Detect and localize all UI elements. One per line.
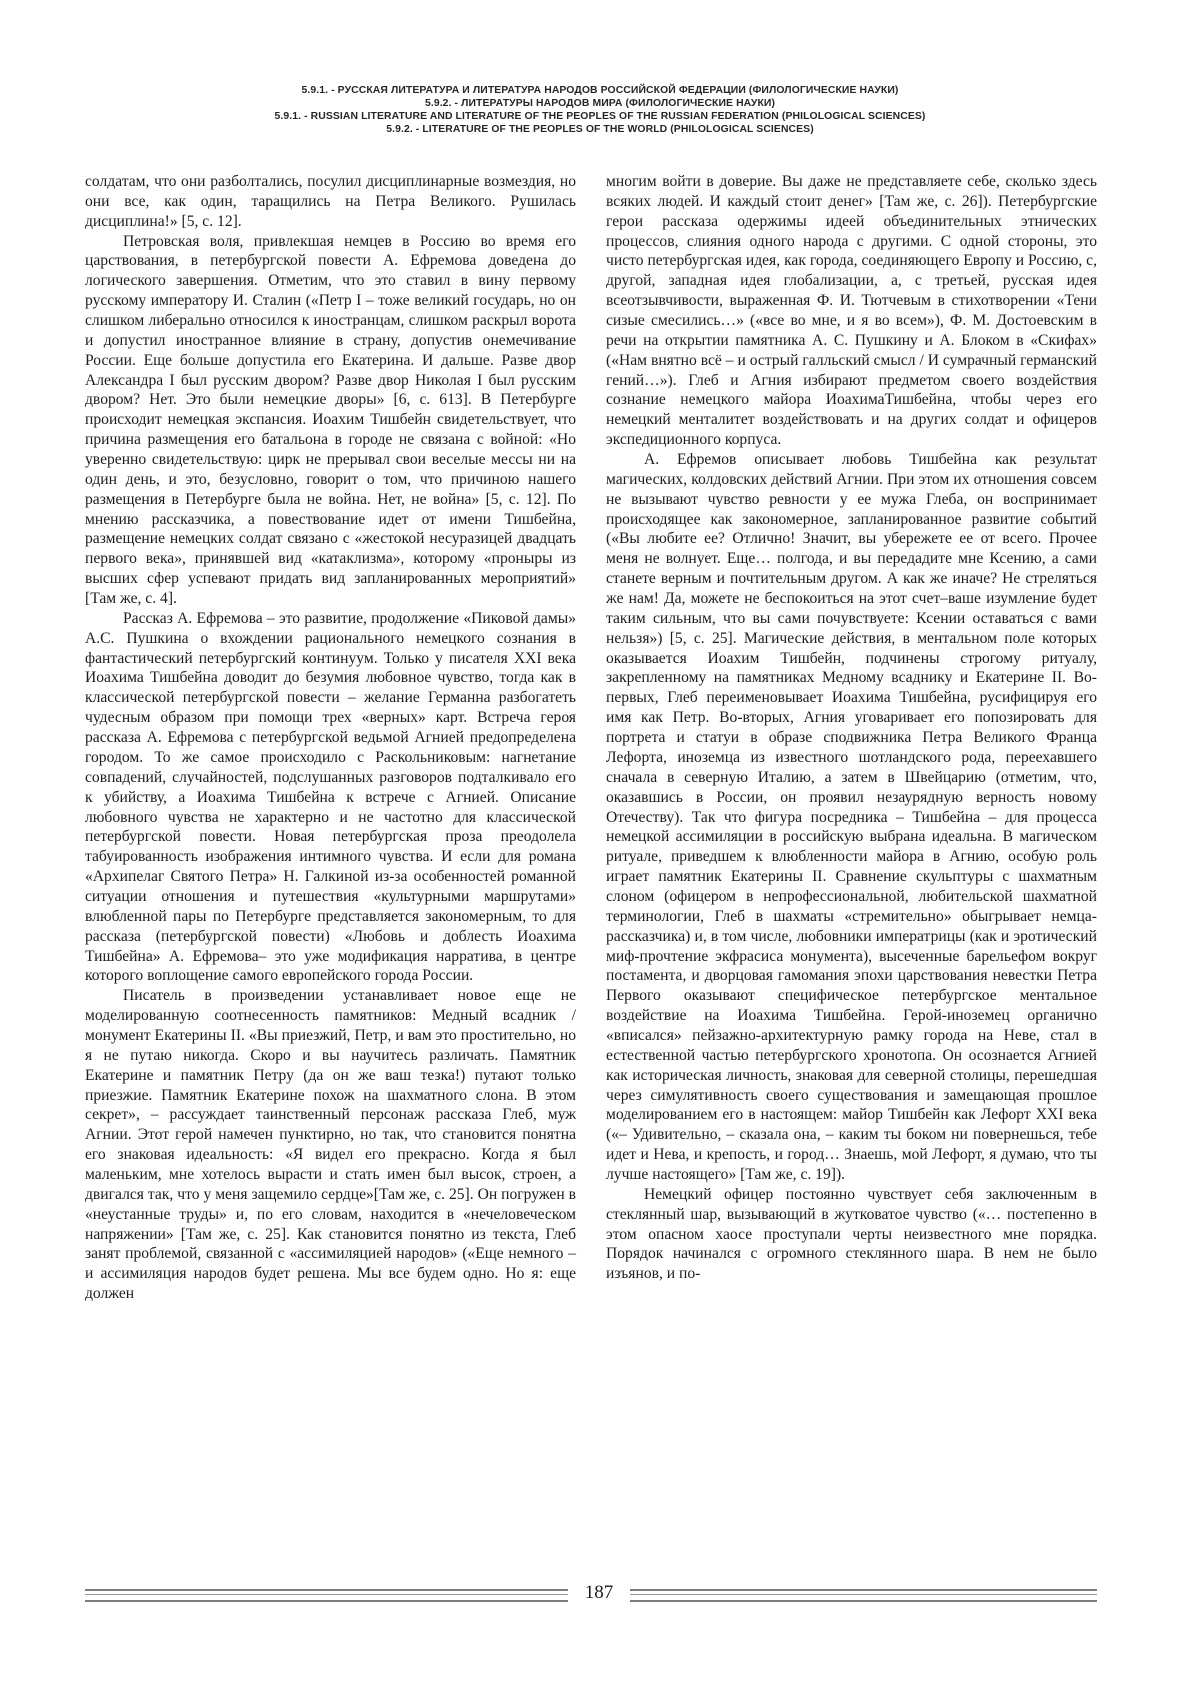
- header-line: 5.9.1. - RUSSIAN LITERATURE AND LITERATURE OF THE PEOPLES OF THE RUSSIAN FEDERATION (PHILOLOGICAL SCIENCES): [274, 111, 926, 122]
- paragraph: Немецкий офицер постоянно чувствует себя заключенным в стеклянный шар, вызывающий в жутковатое чувство («… постепенно в этом опасном хаосе проступали черты неизвестного мне порядка. Порядок начинался с огромного стеклянного шара. В нем не было изъянов, и по-: [606, 1185, 1097, 1283]
- left-column: [85, 172, 576, 1304]
- paragraph: Рассказ А. Ефремова – это развитие, продолжение «Пиковой дамы» А.С. Пушкина о вхождении рационального немецкого сознания в фантастический петербургский континуум. Только у писателя XXI века Иоахима Тишбейна доводит до безумия любовное чувство, тогда как в классической петербургской повести – желание Германна разбогатеть чудесным образом при помощи трех «верных» карт. Встреча героя рассказа А. Ефремова с петербургской ведьмой Агнией предопределена городом. То же самое происходило с Раскольниковым: нагнетание совпадений, случайностей, подслушанных разговоров подталкивало его к убийству, а Иоахима Тишбейна к встрече с Агнией. Описание любовного чувства не характерно и не частотно для классической петербургской повести. Новая петербургская проза преодолела табуированность изображения интимного чувства. И если для романа «Архипелаг Святого Петра» Н. Галкиной из-за особенностей романной ситуации отношения и путешествия «культурными маршрутами» влюбленной пары по Петербурге представляется закономерным, то для рассказа (петербургской повести) «Любовь и доблесть Иоахима Тишбейна» А. Ефремова– это уже модификация нарратива, в центре которого воплощение самого европейского города России.: [85, 609, 576, 985]
- page-number: 187: [584, 1582, 614, 1603]
- header-line: 5.9.2. - ЛИТЕРАТУРЫ НАРОДОВ МИРА (ФИЛОЛОГИЧЕСКИЕ НАУКИ): [424, 98, 776, 109]
- paragraph: А. Ефремов описывает любовь Тишбейна как результат магических, колдовских действий Агнии. При этом их отношения совсем не вызывают чувство ревности у ее мужа Глеба, он воспринимает происходящее как закономерное, запланированное развитие событий («Вы любите ее? Отлично! Значит, вы убережете ее от всего. Прочее меня не волнует. Еще… полгода, и вы передадите мне Ксению, а сами станете верным и почтительным другом. А как же иначе? Не стреляться же нам! Да, можете не беспокоиться на этот счет–ваше изумление будет таким сильным, что вы сами почувствуете: Ксении оставаться с вами нельзя») [5, с. 25]. Магические действия, в ментальном поле которых оказывается Иоахим Тишбейн, подчинены строгому ритуалу, закрепленному на памятниках Медному всаднику и Екатерине II. Во-первых, Глеб переименовывает Иоахима Тишбейна, русифицируя его имя как Петр. Во-вторых, Агния уговаривает его попозировать для портрета и статуи в образе сподвижника Петра Великого Франца Лефорта, иноземца из известного шотландского рода, переехавшего сначала в северную Италию, а затем в Швейцарию (отметим, что, оказавшись в России, он проявил незаурядную верность новому Отечеству). Так что фигура посредника – Тишбейна – для процесса немецкой ассимиляции в российскую выбрана идеальна. В магическом ритуале, приведшем к влюбленности майора в Агнию, особую роль играет памятник Екатерины II. Сравнение скульптуры с шахматным слоном (офицером в непрофессиональной, любительской шахматной терминологии, Глеб в шахматы «стремительно» обыгрывает немца-рассказчика) и, в том числе, любовники императрицы (как и эротический миф-прочтение экфрасиса монумента), высеченные барельефом вокруг постамента, и дворцовая гамомания эпохи царствования невестки Петра Первого оказывают специфическое петербургское ментальное воздействие на Иоахима Тишбейна. Герой-иноземец органично «вписался» пейзажно-архитектурную рамку города на Неве, стал в естественной частью петербургского хронотопа. Он осознается Агнией как историческая личность, знаковая для северной столицы, перешедшая через симулятивность своего существования и замещающая прошлое моделированием его в настоящем: майор Тишбейн как Лефорт XXI века («– Удивительно, – сказала она, – каким ты боком ни повернешься, тебе идет и Нева, и крепость, и город… Знаешь, мой Лефорт, я думаю, что ты лучше настоящего» [Там же, с. 19]).: [606, 451, 1097, 1183]
- right-column: [606, 172, 1097, 1284]
- paragraph: многим войти в доверие. Вы даже не представляете себе, сколько здесь всяких людей. И каждый стоит денег» [Там же, с. 26]). Петербургские герои рассказа одержимы идеей объединительных этнических процессов, слияния одного народа с другими. С одной стороны, это чисто петербургская идея, как города, соединяющего Европу и Россию, с, другой, западная идея глобализации, а, с третьей, русская идея всеотзывчивости, выраженная Ф. И. Тютчевым в стихотворении «Тени сизые смесились…» («все во мне, и я во всем»), Ф. М. Достоевским в речи на открытии памятника А. С. Пушкину и А. Блоком в «Скифах» («Нам внятно всё – и острый галльский смысл / И сумрачный германский гений…»). Глеб и Агния избирают предметом своего воздействия сознание немецкого майора ИоахимаТишбейна, чтобы через его немецкий менталитет воздействовать и на других солдат и офицеров экспедиционного корпуса.: [606, 173, 1097, 449]
- paragraph: Петровская воля, привлекшая немцев в Россию во время его царствования, в петербургской повести А. Ефремова доведена до логического завершения. Отметим, что это ставил в вину первому русскому императору И. Сталин («Петр I – тоже великий государь, но он слишком либерально относился к иностранцам, слишком раскрыл ворота и допустил иностранное влияние в страну, допустив онемечивание России. Еще больше допустила его Екатерина. И дальше. Разве двор Александра I был русским двором? Разве двор Николая I был русским двором? Нет. Это были немецкие дворы» [6, с. 613]. В Петербурге происходит немецкая экспансия. Иоахим Тишбейн свидетельствует, что причина размещения его батальона в городе не связана с войной: «Но уверенно свидетельствую: цирк не прерывал свои веселые мессы ни на один день, и это, безусловно, говорит о том, что причиною нашего размещения в Петербурге была не война. Нет, не война» [5, с. 12]. По мнению рассказчика, а повествование идет от имени Тишбейна, размещение немецких солдат связано с «жестокой несуразицей двадцать первого века», принявшей вид «катаклизма», которому «проныры из высших сфер успевают придать вид запланированных мероприятий» [Там же, с. 4].: [85, 232, 576, 608]
- footer-rule-left: [85, 1589, 568, 1602]
- paragraph: солдатам, что они разболтались, посулил дисциплинарные возмездия, но они все, как один, таращились на Петра Великого. Рушилась дисциплина!» [5, с. 12].: [85, 173, 576, 230]
- header-line: 5.9.1. - РУССКАЯ ЛИТЕРАТУРА И ЛИТЕРАТУРА НАРОДОВ РОССИЙСКОЙ ФЕДЕРАЦИИ (ФИЛОЛОГИЧЕСКИЕ НАУКИ): [301, 85, 899, 96]
- footer-rule-right: [630, 1589, 1097, 1602]
- paragraph: Писатель в произведении устанавливает новое еще не моделированную соотнесенность памятников: Медный всадник / монумент Екатерины II. «Вы приезжий, Петр, и вам это простительно, но я не путаю никогда. Скоро и вы научитесь различать. Памятник Екатерине и памятник Петру (да он же ваш тезка!) путают только приезжие. Памятник Екатерине похож на шахматного слона. В этом секрет», – рассуждает таинственный персонаж рассказа Глеб, муж Агнии. Этот герой намечен пунктирно, но так, что становится понятна его знаковая идеальность: «Я видел его прекрасно. Когда я был маленьким, мне хотелось вырасти и стать имен был высок, строен, а двигался так, что у меня защемило сердце»[Там же, с. 25]. Он погружен в «неустанные труды» и, по его словам, находится в «нечеловеческом напряжении» [Там же, с. 25]. Как становится понятно из текста, Глеб занят проблемой, связанной с «ассимиляцией народов» («Еще немного – и ассимиляция народов будет решена. Мы все будем одно. Но я: еще должен: [85, 987, 576, 1303]
- header-line: 5.9.2. - LITERATURE OF THE PEOPLES OF THE WORLD (PHILOLOGICAL SCIENCES): [386, 124, 814, 135]
- running-header: [0, 84, 1200, 136]
